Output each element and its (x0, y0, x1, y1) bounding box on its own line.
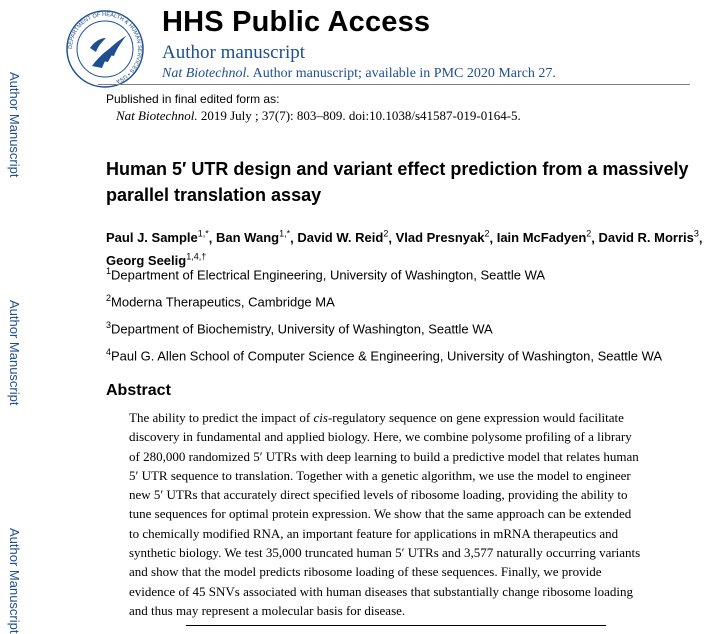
author[interactable]: David W. Reid$^2$ (297, 229, 389, 246)
logo-ring-text: DEPARTMENT OF HEALTH & HUMAN SERVICES • USA (67, 11, 143, 84)
affiliation-1: $^1$Department of Electrical Engineering, University of Washington, Seattle WA (106, 266, 546, 283)
author[interactable]: Iain McFadyen$^2$ (496, 229, 592, 246)
author[interactable]: Vlad Presnyak$^2$ (395, 229, 490, 246)
citation-journal: Nat Biotechnol. (116, 108, 198, 123)
abstract-line: of 280,000 randomized 5′ UTRs with deep learning to build a predictive model that relates human (129, 448, 639, 464)
author[interactable]: Paul J. Sample$^{1,*}$ (106, 229, 209, 246)
header-divider (98, 84, 690, 85)
journal-name: Nat Biotechnol. (162, 66, 250, 81)
citation-text: 2019 July ; 37(7): 803–809. doi:10.1038/s41587-019-0164-5. (197, 108, 521, 123)
author[interactable]: David R. Morris$^3$ (598, 229, 699, 246)
abstract-line: new 5′ UTRs that accurately direct specified levels of ribosome loading, providing the ability to (129, 487, 628, 503)
affiliation-4: $^4$Paul G. Allen School of Computer Science & Engineering, University of Washington, Seattle WA (106, 347, 663, 364)
abstract-line: evidence of 45 SNVs associated with human diseases that substantially change ribosome loading (129, 583, 633, 599)
published-label: Published in final edited form as: (106, 92, 280, 106)
author[interactable]: Ban Wang$^{1,*}$ (216, 229, 291, 246)
abstract-line: and thus may represent a molecular basis for disease. (129, 602, 406, 618)
abstract-line: synthetic biology. We test 35,000 truncated human 5′ UTRs and 3,577 naturally occurring variants (129, 545, 641, 561)
hhs-public-access-title: HHS Public Access (162, 6, 431, 38)
footnote-divider (186, 625, 606, 626)
svg-text:DEPARTMENT OF HEALTH & HUMAN S (68, 12, 142, 84)
author[interactable]: Georg Seelig$^{1,4,\dagger}$ (106, 251, 207, 268)
author-list: Paul J. Sample$^{1,*}$, Ban Wang$^{1,*}$, David W. Reid$^2$, Vlad Presnyak$^2$, Iain McFadyen$^2$, David R. Morris$^3$, Georg Seelig$^{1,4,\dagger}$ (106, 229, 703, 268)
abstract-line: 5′ UTR sequence to translation. Together with a genetic algorithm, we use the model to engineer (129, 467, 631, 483)
abstract-line: and show that the model predicts ribosome loading of these sequences. Finally, we provide (129, 564, 602, 580)
availability-line (162, 66, 556, 82)
availability-text: Author manuscript; available in PMC 2020 March 27. (249, 66, 556, 81)
hhs-logo-icon (64, 8, 146, 90)
abstract-line: The ability to predict the impact of cis-regulatory sequence on gene expression would facilitate (129, 410, 624, 425)
affiliation-3: $^3$Department of Biochemistry, University of Washington, Seattle WA (106, 320, 493, 337)
author-manuscript-subtitle: Author manuscript (162, 42, 306, 63)
affiliation-2: $^2$Moderna Therapeutics, Cambridge MA (106, 293, 335, 310)
abstract-heading: Abstract (106, 382, 171, 399)
citation-line (116, 108, 521, 124)
abstract-body (129, 408, 704, 620)
abstract-line: discovery in fundamental and applied biology. Here, we combine polysome profiling of a library (129, 429, 632, 445)
abstract-line: to chemically modified RNA, an important feature for applications in mRNA therapeutics and (129, 525, 619, 541)
article-title: Human 5′ UTR design and variant effect prediction from a massively parallel translation assay (106, 159, 689, 205)
abstract-line: tune sequences for optimal protein expression. We show that the same approach can be extended (129, 506, 632, 522)
